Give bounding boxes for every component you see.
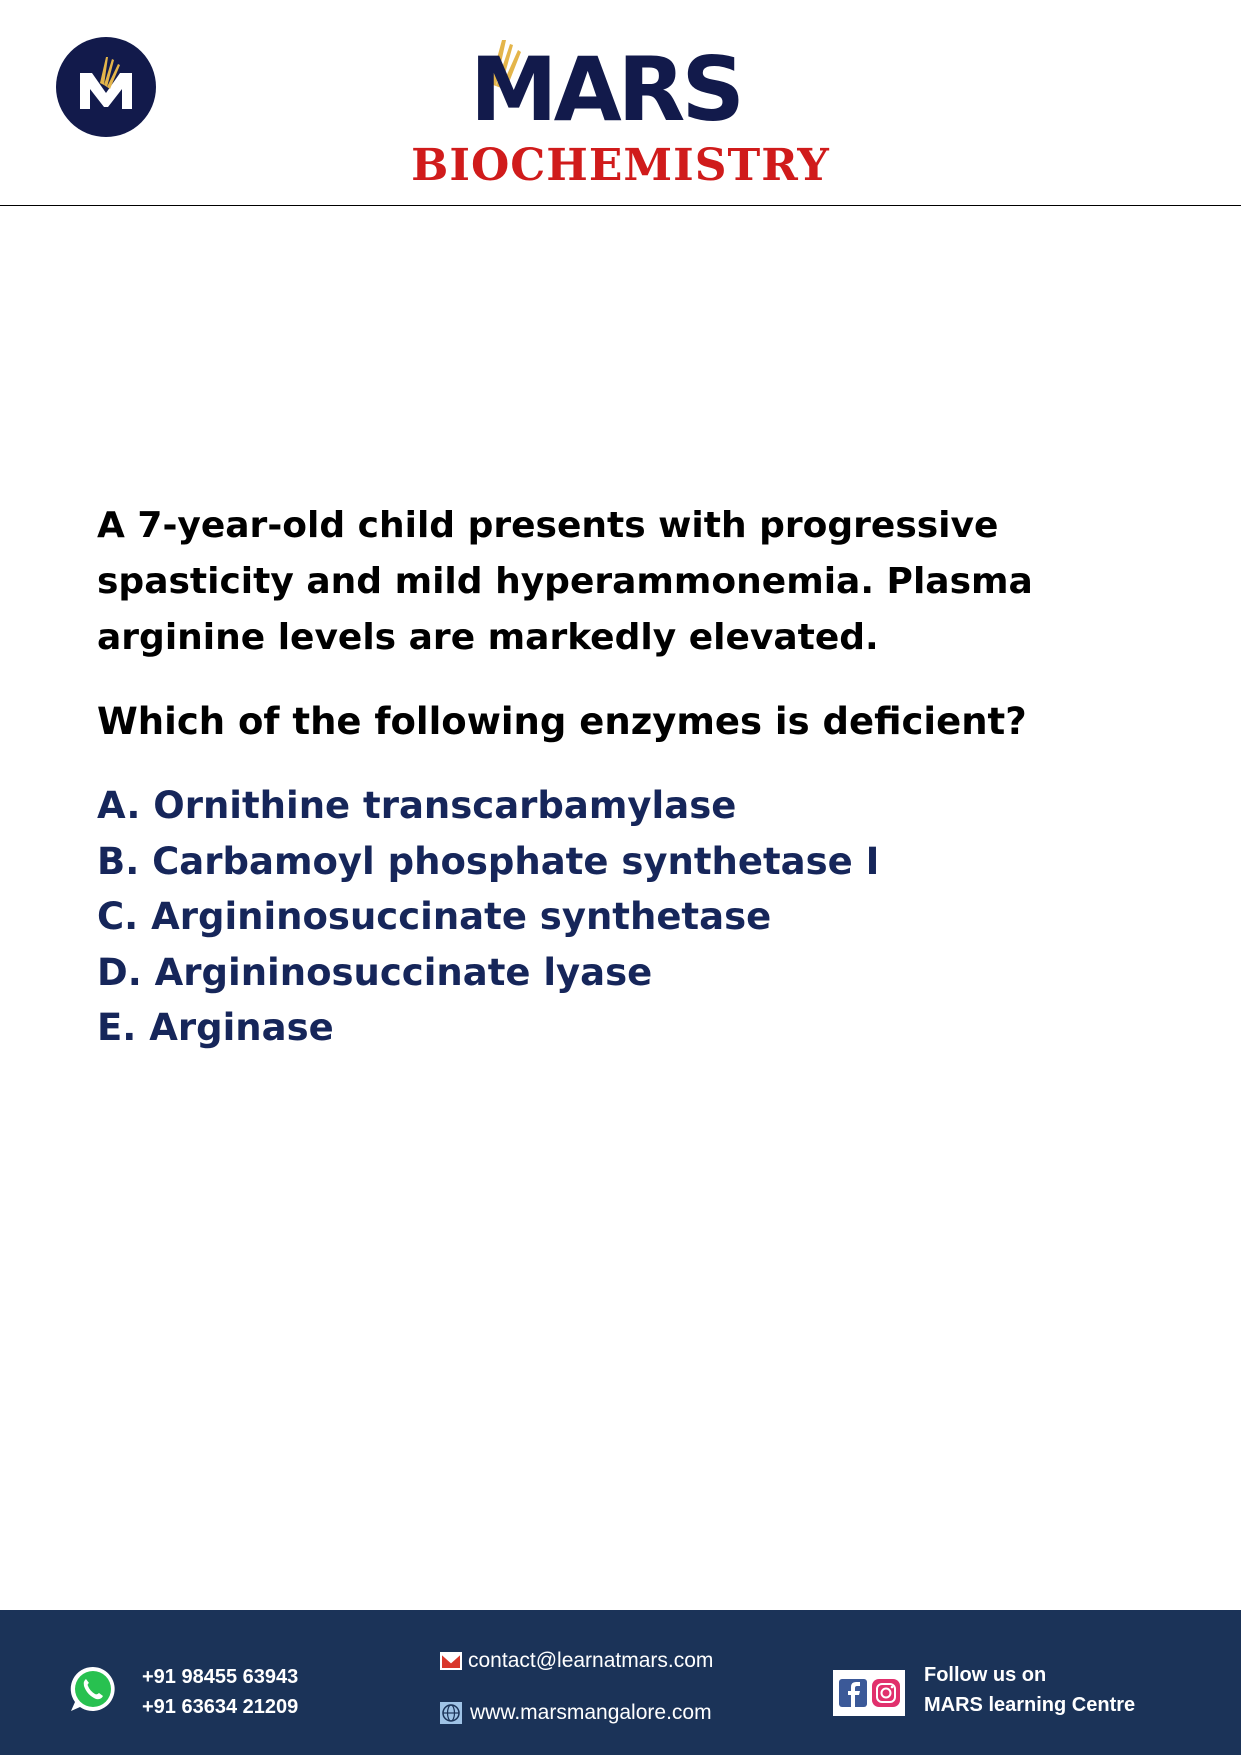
email-link[interactable]: contact@learnatmars.com [468,1649,714,1672]
follow-line-2[interactable]: MARS learning Centre [924,1694,1136,1716]
whatsapp-icon [68,1664,118,1714]
mars-wordmark-logo [470,38,741,141]
follow-line-1: Follow us on [924,1664,1047,1686]
option-a: A. Ornithine transcarbamylase [97,784,737,827]
brand-name: MARS [470,38,741,141]
follow-us-text [924,1660,1135,1720]
website-link[interactable]: www.marsmangalore.com [470,1701,712,1724]
badge-m-icon [56,37,156,137]
mars-badge-logo [56,37,156,137]
header-divider [0,205,1241,206]
phone-number-1[interactable]: +91 98455 63943 [142,1666,299,1688]
phone-number-2[interactable]: +91 63634 21209 [142,1696,299,1718]
option-c: C. Argininosuccinate synthetase [97,895,772,939]
option-e: E. Arginase [97,1006,334,1050]
answer-options [97,778,879,1056]
contact-footer [0,1610,1241,1755]
question-stem: A 7-year-old child presents with progressive spasticity and mild hyperammonemia. Plasma arginine levels are markedly elevated. [97,505,1033,658]
social-icons[interactable] [833,1670,905,1716]
mail-icon [440,1652,462,1670]
phone-numbers [142,1662,298,1722]
subject-title: BIOCHEMISTRY [411,140,830,191]
option-b: B. Carbamoyl phosphate synthetase I [97,839,880,883]
option-d: D. Argininosuccinate lyase [97,950,653,994]
instagram-icon[interactable] [871,1678,901,1708]
globe-icon [440,1702,462,1724]
question-prompt: Which of the following enzymes is deficient? [97,700,1027,743]
